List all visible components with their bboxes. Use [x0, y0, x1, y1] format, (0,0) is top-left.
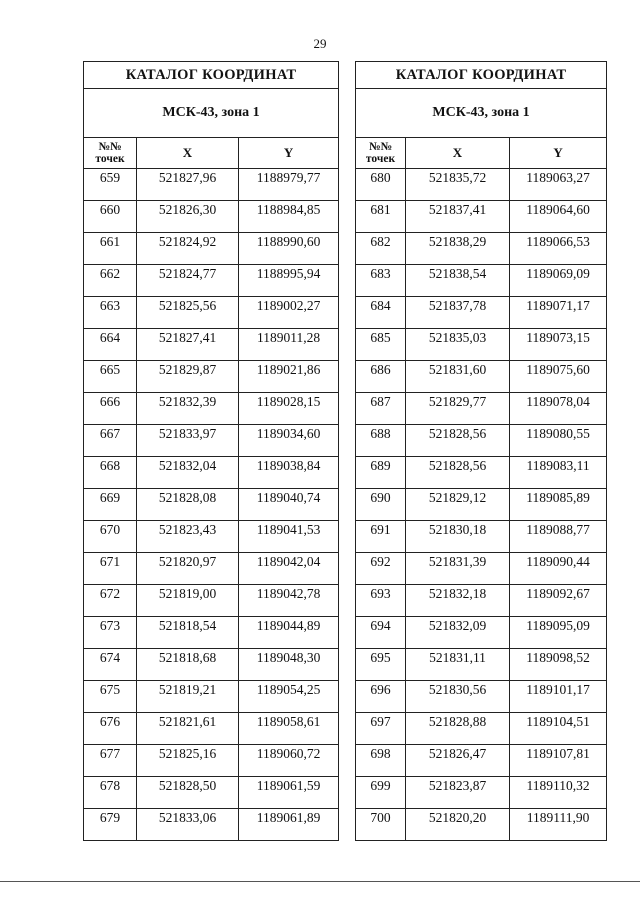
coordinate-table-right: [355, 61, 607, 841]
point-number-cell: 689: [356, 457, 406, 489]
point-number-cell: 682: [356, 233, 406, 265]
x-coordinate-cell: 521837,78: [406, 297, 510, 329]
x-coordinate-cell: 521828,88: [406, 713, 510, 745]
table-row: [84, 425, 339, 457]
x-coordinate-cell: 521826,30: [137, 201, 239, 233]
table-subtitle: МСК-43, зона 1: [84, 89, 339, 138]
y-coordinate-cell: 1189054,25: [239, 681, 339, 713]
x-coordinate-cell: 521823,87: [406, 777, 510, 809]
y-coordinate-cell: 1189060,72: [239, 745, 339, 777]
y-coordinate-cell: 1189058,61: [239, 713, 339, 745]
y-coordinate-cell: 1189107,81: [510, 745, 607, 777]
point-number-cell: 668: [84, 457, 137, 489]
table-row: [84, 361, 339, 393]
table-row: [356, 585, 607, 617]
point-number-cell: 659: [84, 169, 137, 201]
table-row: [356, 393, 607, 425]
point-number-cell: 691: [356, 521, 406, 553]
y-coordinate-cell: 1189066,53: [510, 233, 607, 265]
table-row: [84, 521, 339, 553]
table-row: [356, 617, 607, 649]
table-row: [84, 457, 339, 489]
table-row: [356, 425, 607, 457]
y-coordinate-cell: 1189040,74: [239, 489, 339, 521]
point-number-cell: 662: [84, 265, 137, 297]
x-coordinate-cell: 521827,96: [137, 169, 239, 201]
table-row: [84, 617, 339, 649]
y-coordinate-cell: 1189042,04: [239, 553, 339, 585]
table-row: [84, 585, 339, 617]
point-number-cell: 664: [84, 329, 137, 361]
point-number-cell: 660: [84, 201, 137, 233]
y-coordinate-cell: 1189104,51: [510, 713, 607, 745]
point-number-cell: 688: [356, 425, 406, 457]
point-number-cell: 671: [84, 553, 137, 585]
y-coordinate-cell: 1188990,60: [239, 233, 339, 265]
x-coordinate-cell: 521838,29: [406, 233, 510, 265]
table-row: [356, 457, 607, 489]
x-coordinate-cell: 521818,68: [137, 649, 239, 681]
x-coordinate-cell: 521829,12: [406, 489, 510, 521]
point-number-cell: 669: [84, 489, 137, 521]
x-coordinate-cell: 521829,87: [137, 361, 239, 393]
table-title: КАТАЛОГ КООРДИНАТ: [84, 62, 339, 89]
y-coordinate-cell: 1189111,90: [510, 809, 607, 841]
table-row: [356, 809, 607, 841]
y-coordinate-cell: 1189002,27: [239, 297, 339, 329]
page-number: 29: [313, 36, 327, 51]
x-coordinate-cell: 521837,41: [406, 201, 510, 233]
x-coordinate-cell: 521819,00: [137, 585, 239, 617]
y-coordinate-cell: 1189011,28: [239, 329, 339, 361]
x-coordinate-cell: 521828,50: [137, 777, 239, 809]
point-number-cell: 675: [84, 681, 137, 713]
x-coordinate-cell: 521828,56: [406, 425, 510, 457]
point-number-cell: 694: [356, 617, 406, 649]
table-row: [84, 233, 339, 265]
table-row: [84, 649, 339, 681]
x-coordinate-cell: 521820,20: [406, 809, 510, 841]
y-coordinate-cell: 1188995,94: [239, 265, 339, 297]
x-coordinate-cell: 521832,18: [406, 585, 510, 617]
x-coordinate-cell: 521833,97: [137, 425, 239, 457]
x-coordinate-cell: 521832,04: [137, 457, 239, 489]
x-coordinate-cell: 521831,11: [406, 649, 510, 681]
table-row: [84, 809, 339, 841]
y-coordinate-cell: 1189048,30: [239, 649, 339, 681]
table-row: [84, 489, 339, 521]
y-coordinate-cell: 1189034,60: [239, 425, 339, 457]
y-coordinate-cell: 1189063,27: [510, 169, 607, 201]
y-coordinate-cell: 1189073,15: [510, 329, 607, 361]
y-coordinate-cell: 1189090,44: [510, 553, 607, 585]
point-number-cell: 693: [356, 585, 406, 617]
table-row: [356, 553, 607, 585]
y-coordinate-cell: 1189028,15: [239, 393, 339, 425]
y-coordinate-cell: 1189061,59: [239, 777, 339, 809]
coordinate-table-left: [83, 61, 339, 841]
y-coordinate-cell: 1189075,60: [510, 361, 607, 393]
x-coordinate-cell: 521835,72: [406, 169, 510, 201]
table-row: [84, 297, 339, 329]
y-coordinate-cell: 1189085,89: [510, 489, 607, 521]
y-coordinate-cell: 1189061,89: [239, 809, 339, 841]
point-number-cell: 672: [84, 585, 137, 617]
point-number-cell: 673: [84, 617, 137, 649]
table-row: [84, 393, 339, 425]
x-coordinate-cell: 521819,21: [137, 681, 239, 713]
point-number-cell: 676: [84, 713, 137, 745]
x-coordinate-cell: 521828,08: [137, 489, 239, 521]
x-coordinate-cell: 521824,77: [137, 265, 239, 297]
x-coordinate-cell: 521821,61: [137, 713, 239, 745]
table-row: [356, 713, 607, 745]
y-coordinate-cell: 1189078,04: [510, 393, 607, 425]
point-number-cell: 695: [356, 649, 406, 681]
point-number-cell: 699: [356, 777, 406, 809]
table-row: [356, 169, 607, 201]
x-coordinate-cell: 521823,43: [137, 521, 239, 553]
column-header-point-number: №№ точек: [84, 138, 137, 169]
x-coordinate-cell: 521829,77: [406, 393, 510, 425]
x-coordinate-cell: 521838,54: [406, 265, 510, 297]
point-number-cell: 663: [84, 297, 137, 329]
table-body: [84, 169, 339, 841]
column-header-y: Y: [239, 138, 339, 169]
y-coordinate-cell: 1188979,77: [239, 169, 339, 201]
point-number-cell: 674: [84, 649, 137, 681]
x-coordinate-cell: 521818,54: [137, 617, 239, 649]
y-coordinate-cell: 1188984,85: [239, 201, 339, 233]
y-coordinate-cell: 1189092,67: [510, 585, 607, 617]
point-number-cell: 683: [356, 265, 406, 297]
table-subtitle: МСК-43, зона 1: [356, 89, 607, 138]
table-row: [84, 681, 339, 713]
table-row: [356, 777, 607, 809]
table-row: [356, 521, 607, 553]
y-coordinate-cell: 1189042,78: [239, 585, 339, 617]
y-coordinate-cell: 1189044,89: [239, 617, 339, 649]
y-coordinate-cell: 1189041,53: [239, 521, 339, 553]
y-coordinate-cell: 1189080,55: [510, 425, 607, 457]
point-number-cell: 687: [356, 393, 406, 425]
point-number-cell: 666: [84, 393, 137, 425]
y-coordinate-cell: 1189064,60: [510, 201, 607, 233]
point-number-cell: 677: [84, 745, 137, 777]
table-row: [356, 361, 607, 393]
point-number-cell: 680: [356, 169, 406, 201]
point-number-cell: 679: [84, 809, 137, 841]
x-coordinate-cell: 521832,39: [137, 393, 239, 425]
table-row: [356, 297, 607, 329]
x-coordinate-cell: 521830,18: [406, 521, 510, 553]
column-header-x: X: [137, 138, 239, 169]
column-header-point-number: №№ точек: [356, 138, 406, 169]
table-row: [84, 265, 339, 297]
point-number-cell: 665: [84, 361, 137, 393]
y-coordinate-cell: 1189038,84: [239, 457, 339, 489]
table-row: [84, 713, 339, 745]
point-number-cell: 696: [356, 681, 406, 713]
y-coordinate-cell: 1189069,09: [510, 265, 607, 297]
point-number-cell: 698: [356, 745, 406, 777]
point-number-cell: 678: [84, 777, 137, 809]
table-row: [84, 777, 339, 809]
y-coordinate-cell: 1189098,52: [510, 649, 607, 681]
table-row: [356, 681, 607, 713]
x-coordinate-cell: 521835,03: [406, 329, 510, 361]
table-row: [356, 233, 607, 265]
y-coordinate-cell: 1189021,86: [239, 361, 339, 393]
y-coordinate-cell: 1189071,17: [510, 297, 607, 329]
table-row: [84, 745, 339, 777]
x-coordinate-cell: 521826,47: [406, 745, 510, 777]
column-header-x: X: [406, 138, 510, 169]
y-coordinate-cell: 1189088,77: [510, 521, 607, 553]
table-title: КАТАЛОГ КООРДИНАТ: [356, 62, 607, 89]
x-coordinate-cell: 521832,09: [406, 617, 510, 649]
point-number-cell: 685: [356, 329, 406, 361]
point-number-cell: 670: [84, 521, 137, 553]
point-number-cell: 700: [356, 809, 406, 841]
footer-divider: [0, 881, 640, 882]
x-coordinate-cell: 521833,06: [137, 809, 239, 841]
x-coordinate-cell: 521831,39: [406, 553, 510, 585]
table-row: [84, 329, 339, 361]
x-coordinate-cell: 521824,92: [137, 233, 239, 265]
point-number-cell: 692: [356, 553, 406, 585]
table-row: [84, 169, 339, 201]
point-number-cell: 686: [356, 361, 406, 393]
table-row: [356, 329, 607, 361]
point-number-cell: 681: [356, 201, 406, 233]
column-header-y: Y: [510, 138, 607, 169]
point-number-cell: 690: [356, 489, 406, 521]
point-number-cell: 667: [84, 425, 137, 457]
table-row: [84, 553, 339, 585]
point-number-cell: 684: [356, 297, 406, 329]
x-coordinate-cell: 521830,56: [406, 681, 510, 713]
x-coordinate-cell: 521820,97: [137, 553, 239, 585]
table-body: [356, 169, 607, 841]
x-coordinate-cell: 521825,56: [137, 297, 239, 329]
y-coordinate-cell: 1189110,32: [510, 777, 607, 809]
table-row: [356, 649, 607, 681]
point-number-cell: 661: [84, 233, 137, 265]
table-row: [84, 201, 339, 233]
x-coordinate-cell: 521828,56: [406, 457, 510, 489]
y-coordinate-cell: 1189083,11: [510, 457, 607, 489]
point-number-cell: 697: [356, 713, 406, 745]
table-row: [356, 201, 607, 233]
y-coordinate-cell: 1189101,17: [510, 681, 607, 713]
table-row: [356, 489, 607, 521]
table-row: [356, 745, 607, 777]
x-coordinate-cell: 521825,16: [137, 745, 239, 777]
table-row: [356, 265, 607, 297]
x-coordinate-cell: 521831,60: [406, 361, 510, 393]
y-coordinate-cell: 1189095,09: [510, 617, 607, 649]
x-coordinate-cell: 521827,41: [137, 329, 239, 361]
